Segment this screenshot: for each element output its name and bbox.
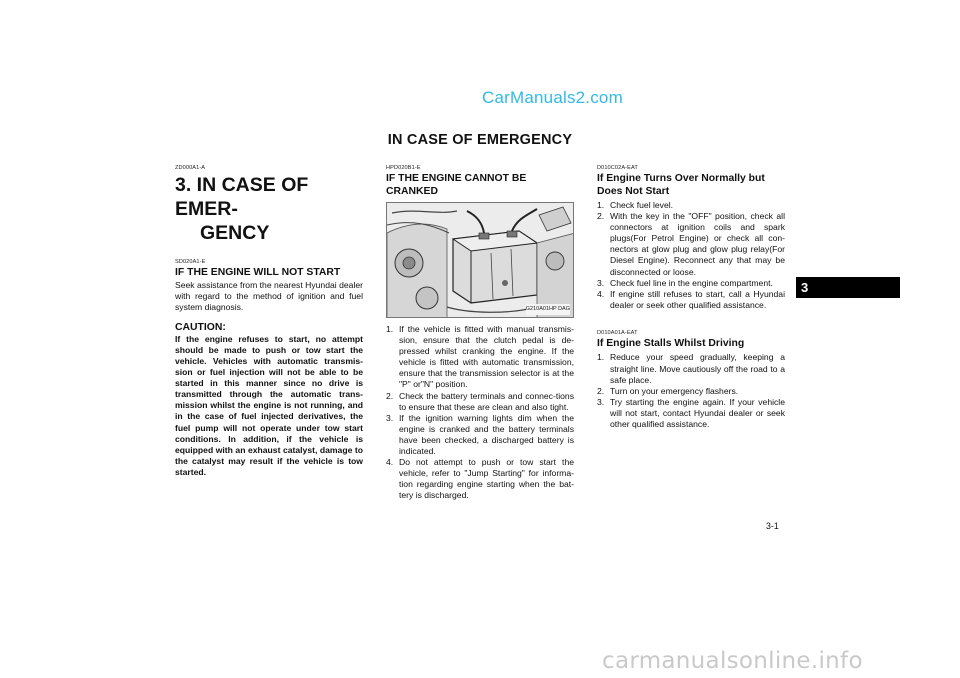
chapter-heading-line1: 3. IN CASE OF EMER-: [175, 174, 309, 220]
section-code: ZD000A1-A: [175, 165, 206, 171]
section-heading: If Engine Turns Over Normally but Does Not Start: [597, 173, 765, 197]
list-item: 3. If the ignition warning lights dim when the engine is cranked and the battery terminals have been checked, a discharged battery is indicated.: [386, 412, 574, 457]
list-item: 2. With the key in the "OFF" position, check all connectors at ignition coils and spark plugs(For Petrol Engine) or check all con-nectors at glow plug and glow plug relay(For Diesel Engine). Reconnect any that may be disconnected or loose.: [597, 211, 785, 277]
section-code: D010A01A-EAT: [597, 329, 638, 336]
stall-checklist: [597, 352, 785, 430]
section-text: Seek assistance from the nearest Hyundai dealer with regard to the method of ignition and fuel system diagnosis.: [175, 279, 363, 312]
image-code: G210A01HP DAG: [526, 304, 570, 315]
list-item: 2. Check the battery terminals and connec-tions to ensure that these are clean and also tight.: [386, 390, 574, 412]
section-heading: IF THE ENGINE WILL NOT START: [175, 267, 341, 278]
section-heading: IF THE ENGINE CANNOT BE CRANKED: [386, 173, 527, 197]
list-item: 1. Reduce your speed gradually, keeping a straight line. Move cautiously off the road to a safe place.: [597, 352, 785, 385]
column-2: [386, 164, 574, 502]
chapter-heading: [175, 173, 363, 245]
column-1: [175, 164, 363, 478]
no-start-checklist: [597, 200, 785, 311]
list-item: 2. Turn on your emergency flashers.: [597, 385, 739, 396]
cranking-checklist: [386, 324, 574, 502]
list-item: 1. If the vehicle is fitted with manual transmis-sion, ensure that the clutch pedal is de-pressed whilst cranking the engine. If the vehicle is fitted with automatic transmission, ensure that the transmission selector is at the "P" or"N" position.: [386, 324, 574, 390]
list-item: 3. Check fuel line in the engine compartment.: [597, 277, 773, 288]
caution-heading: CAUTION:: [175, 321, 226, 333]
chapter-heading-line2: GENCY: [200, 222, 270, 244]
section-heading: If Engine Stalls Whilst Driving: [597, 337, 745, 349]
list-item: 4. If engine still refuses to start, call a Hyundai dealer or seek other qualified assistance.: [597, 288, 785, 310]
watermark-top: CarManuals2.com: [482, 88, 623, 107]
list-item: 1. Check fuel level.: [597, 200, 674, 210]
column-3: [597, 164, 785, 430]
chapter-tab: 3: [796, 277, 900, 298]
caution-text: If the engine refuses to start, no attempt should be made to push or tow start the vehicle. Vehicles with automatic transmis-sion or fuel injection will not be able to be started in this manner since no drive is transmitted through the automatic trans-mission whilst the engine is not running, and in the case of fuel injected derivatives, the fuel pump will not operate under tow start conditions. In addition, if the vehicle is equipped with an exhaust catalyst, damage to the catalyst may result if the vehicle is tow started.: [175, 333, 363, 477]
page-number: 3-1: [766, 521, 779, 531]
page-title: IN CASE OF EMERGENCY: [387, 132, 573, 148]
engine-illustration: [387, 203, 574, 318]
section-code: D010C02A-EAT: [597, 165, 638, 171]
list-item: 4. Do not attempt to push or tow start the vehicle, refer to "Jump Starting" for informa-tion regarding engine starting when the bat-tery is discharged.: [386, 457, 574, 501]
engine-battery-photo: [386, 202, 574, 318]
section-code: HPD020B1-E: [386, 165, 421, 171]
section-code: SD020A1-E: [175, 259, 206, 265]
list-item: 3. Try starting the engine again. If your vehicle will not start, contact Hyundai dealer or seek other qualified assistance.: [597, 396, 785, 429]
watermark-bottom: carmanualsonline.info: [602, 648, 863, 674]
